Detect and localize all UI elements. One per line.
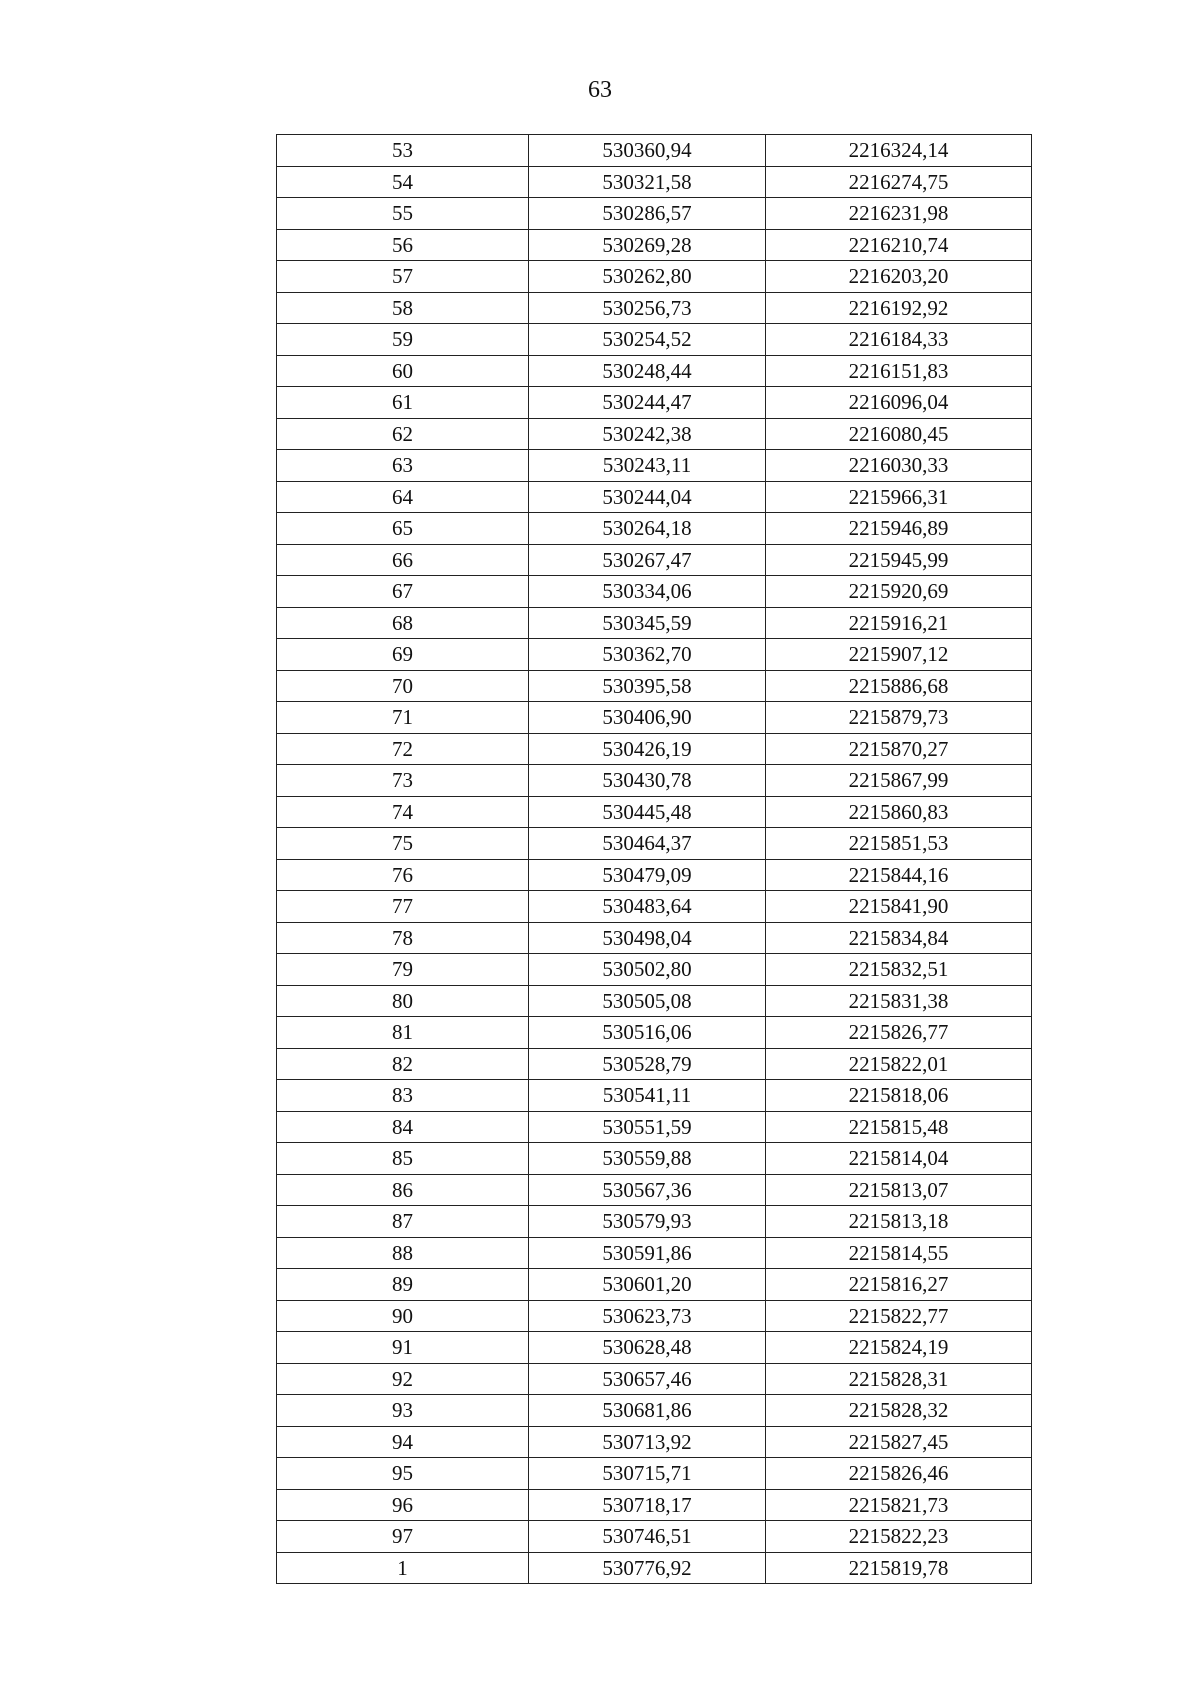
point-number-cell: 87 xyxy=(277,1206,529,1238)
y-coordinate-cell: 2216274,75 xyxy=(766,166,1032,198)
y-coordinate-cell: 2216080,45 xyxy=(766,418,1032,450)
x-coordinate-cell: 530244,47 xyxy=(529,387,766,419)
point-number-cell: 60 xyxy=(277,355,529,387)
y-coordinate-cell: 2216184,33 xyxy=(766,324,1032,356)
x-coordinate-cell: 530254,52 xyxy=(529,324,766,356)
point-number-cell: 83 xyxy=(277,1080,529,1112)
x-coordinate-cell: 530776,92 xyxy=(529,1552,766,1584)
point-number-cell: 72 xyxy=(277,733,529,765)
table-row xyxy=(277,135,1032,167)
x-coordinate-cell: 530267,47 xyxy=(529,544,766,576)
x-coordinate-cell: 530502,80 xyxy=(529,954,766,986)
point-number-cell: 70 xyxy=(277,670,529,702)
x-coordinate-cell: 530262,80 xyxy=(529,261,766,293)
x-coordinate-cell: 530269,28 xyxy=(529,229,766,261)
point-number-cell: 95 xyxy=(277,1458,529,1490)
y-coordinate-cell: 2215824,19 xyxy=(766,1332,1032,1364)
point-number-cell: 85 xyxy=(277,1143,529,1175)
x-coordinate-cell: 530483,64 xyxy=(529,891,766,923)
x-coordinate-cell: 530362,70 xyxy=(529,639,766,671)
y-coordinate-cell: 2215945,99 xyxy=(766,544,1032,576)
y-coordinate-cell: 2215822,23 xyxy=(766,1521,1032,1553)
point-number-cell: 75 xyxy=(277,828,529,860)
x-coordinate-cell: 530746,51 xyxy=(529,1521,766,1553)
table-row xyxy=(277,450,1032,482)
table-row xyxy=(277,1458,1032,1490)
point-number-cell: 73 xyxy=(277,765,529,797)
y-coordinate-cell: 2215826,77 xyxy=(766,1017,1032,1049)
x-coordinate-cell: 530286,57 xyxy=(529,198,766,230)
y-coordinate-cell: 2215946,89 xyxy=(766,513,1032,545)
table-row xyxy=(277,1143,1032,1175)
x-coordinate-cell: 530681,86 xyxy=(529,1395,766,1427)
point-number-cell: 94 xyxy=(277,1426,529,1458)
x-coordinate-cell: 530242,38 xyxy=(529,418,766,450)
point-number-cell: 97 xyxy=(277,1521,529,1553)
y-coordinate-cell: 2215886,68 xyxy=(766,670,1032,702)
coordinates-table-body xyxy=(277,135,1032,1584)
x-coordinate-cell: 530505,08 xyxy=(529,985,766,1017)
table-row xyxy=(277,1332,1032,1364)
table-row xyxy=(277,1426,1032,1458)
table-row xyxy=(277,229,1032,261)
table-row xyxy=(277,859,1032,891)
y-coordinate-cell: 2215844,16 xyxy=(766,859,1032,891)
x-coordinate-cell: 530244,04 xyxy=(529,481,766,513)
coordinates-table xyxy=(276,134,1032,1584)
table-row xyxy=(277,166,1032,198)
table-row xyxy=(277,292,1032,324)
y-coordinate-cell: 2216030,33 xyxy=(766,450,1032,482)
table-row xyxy=(277,324,1032,356)
x-coordinate-cell: 530498,04 xyxy=(529,922,766,954)
table-row xyxy=(277,1080,1032,1112)
point-number-cell: 54 xyxy=(277,166,529,198)
y-coordinate-cell: 2215831,38 xyxy=(766,985,1032,1017)
y-coordinate-cell: 2215828,32 xyxy=(766,1395,1032,1427)
point-number-cell: 88 xyxy=(277,1237,529,1269)
point-number-cell: 90 xyxy=(277,1300,529,1332)
x-coordinate-cell: 530264,18 xyxy=(529,513,766,545)
table-row xyxy=(277,1237,1032,1269)
x-coordinate-cell: 530464,37 xyxy=(529,828,766,860)
y-coordinate-cell: 2215819,78 xyxy=(766,1552,1032,1584)
y-coordinate-cell: 2215814,04 xyxy=(766,1143,1032,1175)
table-row xyxy=(277,544,1032,576)
point-number-cell: 92 xyxy=(277,1363,529,1395)
point-number-cell: 77 xyxy=(277,891,529,923)
x-coordinate-cell: 530713,92 xyxy=(529,1426,766,1458)
point-number-cell: 69 xyxy=(277,639,529,671)
table-row xyxy=(277,576,1032,608)
y-coordinate-cell: 2215822,01 xyxy=(766,1048,1032,1080)
point-number-cell: 71 xyxy=(277,702,529,734)
table-row xyxy=(277,387,1032,419)
table-row xyxy=(277,1111,1032,1143)
y-coordinate-cell: 2215818,06 xyxy=(766,1080,1032,1112)
point-number-cell: 82 xyxy=(277,1048,529,1080)
y-coordinate-cell: 2215841,90 xyxy=(766,891,1032,923)
x-coordinate-cell: 530395,58 xyxy=(529,670,766,702)
x-coordinate-cell: 530430,78 xyxy=(529,765,766,797)
table-row xyxy=(277,198,1032,230)
point-number-cell: 74 xyxy=(277,796,529,828)
x-coordinate-cell: 530528,79 xyxy=(529,1048,766,1080)
table-row xyxy=(277,418,1032,450)
y-coordinate-cell: 2216096,04 xyxy=(766,387,1032,419)
x-coordinate-cell: 530479,09 xyxy=(529,859,766,891)
y-coordinate-cell: 2216192,92 xyxy=(766,292,1032,324)
point-number-cell: 63 xyxy=(277,450,529,482)
table-row xyxy=(277,481,1032,513)
x-coordinate-cell: 530321,58 xyxy=(529,166,766,198)
point-number-cell: 86 xyxy=(277,1174,529,1206)
point-number-cell: 57 xyxy=(277,261,529,293)
y-coordinate-cell: 2216203,20 xyxy=(766,261,1032,293)
table-row xyxy=(277,1174,1032,1206)
y-coordinate-cell: 2215851,53 xyxy=(766,828,1032,860)
table-row xyxy=(277,670,1032,702)
x-coordinate-cell: 530657,46 xyxy=(529,1363,766,1395)
table-row xyxy=(277,796,1032,828)
point-number-cell: 55 xyxy=(277,198,529,230)
x-coordinate-cell: 530406,90 xyxy=(529,702,766,734)
point-number-cell: 65 xyxy=(277,513,529,545)
y-coordinate-cell: 2215827,45 xyxy=(766,1426,1032,1458)
y-coordinate-cell: 2215826,46 xyxy=(766,1458,1032,1490)
point-number-cell: 80 xyxy=(277,985,529,1017)
x-coordinate-cell: 530601,20 xyxy=(529,1269,766,1301)
page-number: 63 xyxy=(588,77,612,103)
y-coordinate-cell: 2215816,27 xyxy=(766,1269,1032,1301)
x-coordinate-cell: 530256,73 xyxy=(529,292,766,324)
x-coordinate-cell: 530551,59 xyxy=(529,1111,766,1143)
table-row xyxy=(277,1521,1032,1553)
y-coordinate-cell: 2215814,55 xyxy=(766,1237,1032,1269)
x-coordinate-cell: 530426,19 xyxy=(529,733,766,765)
y-coordinate-cell: 2216231,98 xyxy=(766,198,1032,230)
point-number-cell: 81 xyxy=(277,1017,529,1049)
point-number-cell: 76 xyxy=(277,859,529,891)
point-number-cell: 66 xyxy=(277,544,529,576)
y-coordinate-cell: 2216210,74 xyxy=(766,229,1032,261)
point-number-cell: 68 xyxy=(277,607,529,639)
y-coordinate-cell: 2215879,73 xyxy=(766,702,1032,734)
point-number-cell: 79 xyxy=(277,954,529,986)
x-coordinate-cell: 530248,44 xyxy=(529,355,766,387)
table-row xyxy=(277,1395,1032,1427)
y-coordinate-cell: 2215907,12 xyxy=(766,639,1032,671)
x-coordinate-cell: 530243,11 xyxy=(529,450,766,482)
y-coordinate-cell: 2215828,31 xyxy=(766,1363,1032,1395)
point-number-cell: 93 xyxy=(277,1395,529,1427)
table-row xyxy=(277,891,1032,923)
y-coordinate-cell: 2215815,48 xyxy=(766,1111,1032,1143)
point-number-cell: 89 xyxy=(277,1269,529,1301)
x-coordinate-cell: 530360,94 xyxy=(529,135,766,167)
y-coordinate-cell: 2215870,27 xyxy=(766,733,1032,765)
table-row xyxy=(277,1206,1032,1238)
table-row xyxy=(277,639,1032,671)
x-coordinate-cell: 530334,06 xyxy=(529,576,766,608)
point-number-cell: 84 xyxy=(277,1111,529,1143)
x-coordinate-cell: 530591,86 xyxy=(529,1237,766,1269)
table-row xyxy=(277,355,1032,387)
table-row xyxy=(277,702,1032,734)
table-row xyxy=(277,1552,1032,1584)
point-number-cell: 56 xyxy=(277,229,529,261)
table-row xyxy=(277,1269,1032,1301)
y-coordinate-cell: 2215860,83 xyxy=(766,796,1032,828)
x-coordinate-cell: 530516,06 xyxy=(529,1017,766,1049)
y-coordinate-cell: 2215821,73 xyxy=(766,1489,1032,1521)
x-coordinate-cell: 530567,36 xyxy=(529,1174,766,1206)
x-coordinate-cell: 530445,48 xyxy=(529,796,766,828)
x-coordinate-cell: 530623,73 xyxy=(529,1300,766,1332)
y-coordinate-cell: 2215966,31 xyxy=(766,481,1032,513)
point-number-cell: 62 xyxy=(277,418,529,450)
point-number-cell: 61 xyxy=(277,387,529,419)
table-row xyxy=(277,1489,1032,1521)
point-number-cell: 78 xyxy=(277,922,529,954)
table-row xyxy=(277,1300,1032,1332)
x-coordinate-cell: 530559,88 xyxy=(529,1143,766,1175)
table-row xyxy=(277,828,1032,860)
y-coordinate-cell: 2215813,18 xyxy=(766,1206,1032,1238)
table-row xyxy=(277,922,1032,954)
point-number-cell: 59 xyxy=(277,324,529,356)
table-row xyxy=(277,1017,1032,1049)
x-coordinate-cell: 530628,48 xyxy=(529,1332,766,1364)
table-row xyxy=(277,1363,1032,1395)
y-coordinate-cell: 2215832,51 xyxy=(766,954,1032,986)
table-row xyxy=(277,513,1032,545)
y-coordinate-cell: 2215822,77 xyxy=(766,1300,1032,1332)
table-row xyxy=(277,954,1032,986)
y-coordinate-cell: 2215834,84 xyxy=(766,922,1032,954)
point-number-cell: 1 xyxy=(277,1552,529,1584)
x-coordinate-cell: 530345,59 xyxy=(529,607,766,639)
point-number-cell: 96 xyxy=(277,1489,529,1521)
table-row xyxy=(277,1048,1032,1080)
table-row xyxy=(277,733,1032,765)
y-coordinate-cell: 2215867,99 xyxy=(766,765,1032,797)
x-coordinate-cell: 530541,11 xyxy=(529,1080,766,1112)
x-coordinate-cell: 530718,17 xyxy=(529,1489,766,1521)
y-coordinate-cell: 2215813,07 xyxy=(766,1174,1032,1206)
point-number-cell: 91 xyxy=(277,1332,529,1364)
point-number-cell: 67 xyxy=(277,576,529,608)
table-row xyxy=(277,765,1032,797)
point-number-cell: 58 xyxy=(277,292,529,324)
y-coordinate-cell: 2215916,21 xyxy=(766,607,1032,639)
x-coordinate-cell: 530579,93 xyxy=(529,1206,766,1238)
y-coordinate-cell: 2216151,83 xyxy=(766,355,1032,387)
table-row xyxy=(277,985,1032,1017)
point-number-cell: 53 xyxy=(277,135,529,167)
y-coordinate-cell: 2216324,14 xyxy=(766,135,1032,167)
table-row xyxy=(277,607,1032,639)
table-row xyxy=(277,261,1032,293)
x-coordinate-cell: 530715,71 xyxy=(529,1458,766,1490)
point-number-cell: 64 xyxy=(277,481,529,513)
y-coordinate-cell: 2215920,69 xyxy=(766,576,1032,608)
